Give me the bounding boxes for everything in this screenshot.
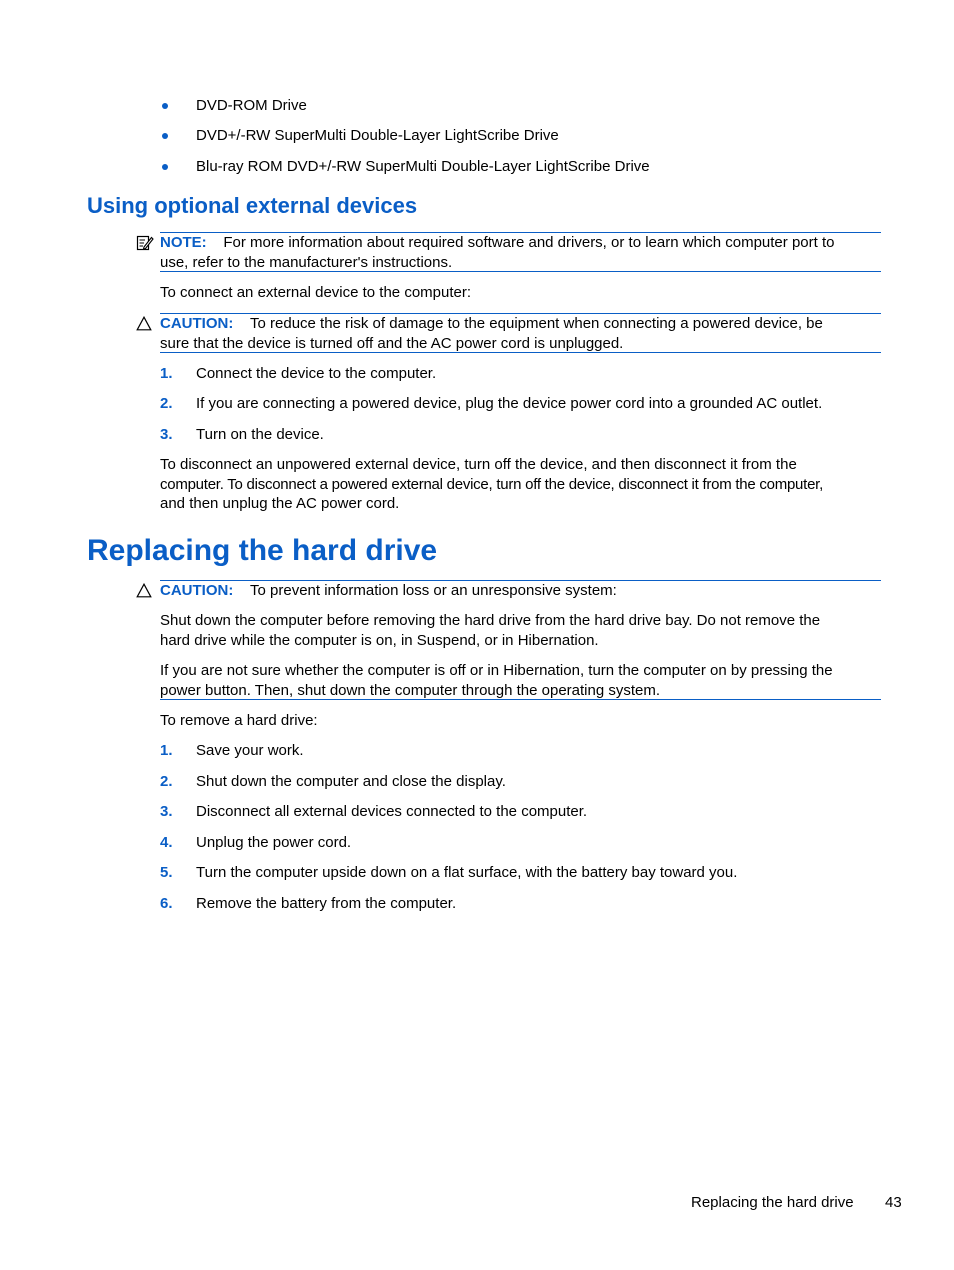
step-number: 1. [160, 365, 173, 382]
step-text: Save your work. [196, 742, 304, 759]
intro-text: To connect an external device to the computer: [160, 284, 472, 301]
bullet-icon [162, 103, 168, 109]
caution-label: CAUTION: [160, 582, 234, 599]
disconnect-paragraph: To disconnect an unpowered external device, turn off the device, and then disconnect it from the computer. To disconnect a powered external device, turn off the device, disconnect it from the computer, and then unplug the AC power cord. [160, 456, 823, 512]
step-text: Turn on the device. [196, 426, 324, 443]
step-text: Shut down the computer and close the display. [196, 773, 506, 790]
step-number: 1. [160, 742, 173, 759]
note-pencil-icon [136, 234, 154, 256]
bullet-icon [162, 133, 168, 139]
step-text: If you are connecting a powered device, plug the device power cord into a grounded AC outlet. [196, 395, 823, 412]
step-number: 2. [160, 773, 173, 790]
step-text: Unplug the power cord. [196, 834, 352, 851]
caution-label: CAUTION: [160, 315, 234, 332]
caution-bottom-rule [160, 352, 881, 353]
caution-paragraph: If you are not sure whether the computer is off or in Hibernation, turn the computer on by pressing the power button. Then, shut down the computer through the operating system. [160, 662, 833, 699]
section-heading-replacing-hard-drive: Replacing the hard drive [87, 534, 438, 567]
list-item: DVD-ROM Drive [196, 97, 307, 114]
note-label: NOTE: [160, 234, 207, 251]
note-text: NOTE: For more information about required software and drivers, or to learn which computer port to use, refer to the manufacturer's instructions. [160, 234, 835, 271]
step-text: Disconnect all external devices connected to the computer. [196, 803, 588, 820]
step-text: Connect the device to the computer. [196, 365, 437, 382]
caution-triangle-icon [136, 316, 152, 335]
page-number: 43 [885, 1194, 902, 1211]
note-bottom-rule [160, 271, 881, 272]
caution-paragraph: Shut down the computer before removing the hard drive from the hard drive bay. Do not remove the hard drive while the computer is on, in Suspend, or in Hibernation. [160, 612, 821, 649]
step-text: Turn the computer upside down on a flat surface, with the battery bay toward you. [196, 864, 738, 881]
list-item: DVD+/-RW SuperMulti Double-Layer LightScribe Drive [196, 127, 559, 144]
step-number: 6. [160, 895, 173, 912]
step-number: 5. [160, 864, 173, 881]
step-text: Remove the battery from the computer. [196, 895, 457, 912]
step-number: 3. [160, 803, 173, 820]
bullet-icon [162, 164, 168, 170]
footer-title: Replacing the hard drive [691, 1194, 854, 1211]
step-number: 3. [160, 426, 173, 443]
caution-text: CAUTION: To prevent information loss or an unresponsive system: [160, 582, 617, 599]
caution-text: CAUTION: To reduce the risk of damage to the equipment when connecting a powered device, be sure that the device is turned off and the AC power cord is unplugged. [160, 315, 823, 352]
intro-text: To remove a hard drive: [160, 712, 318, 729]
caution-triangle-icon [136, 583, 152, 602]
caution-bottom-rule [160, 699, 881, 700]
section-heading-external-devices: Using optional external devices [87, 193, 418, 218]
list-item: Blu-ray ROM DVD+/-RW SuperMulti Double-Layer LightScribe Drive [196, 158, 650, 175]
step-number: 2. [160, 395, 173, 412]
step-number: 4. [160, 834, 173, 851]
